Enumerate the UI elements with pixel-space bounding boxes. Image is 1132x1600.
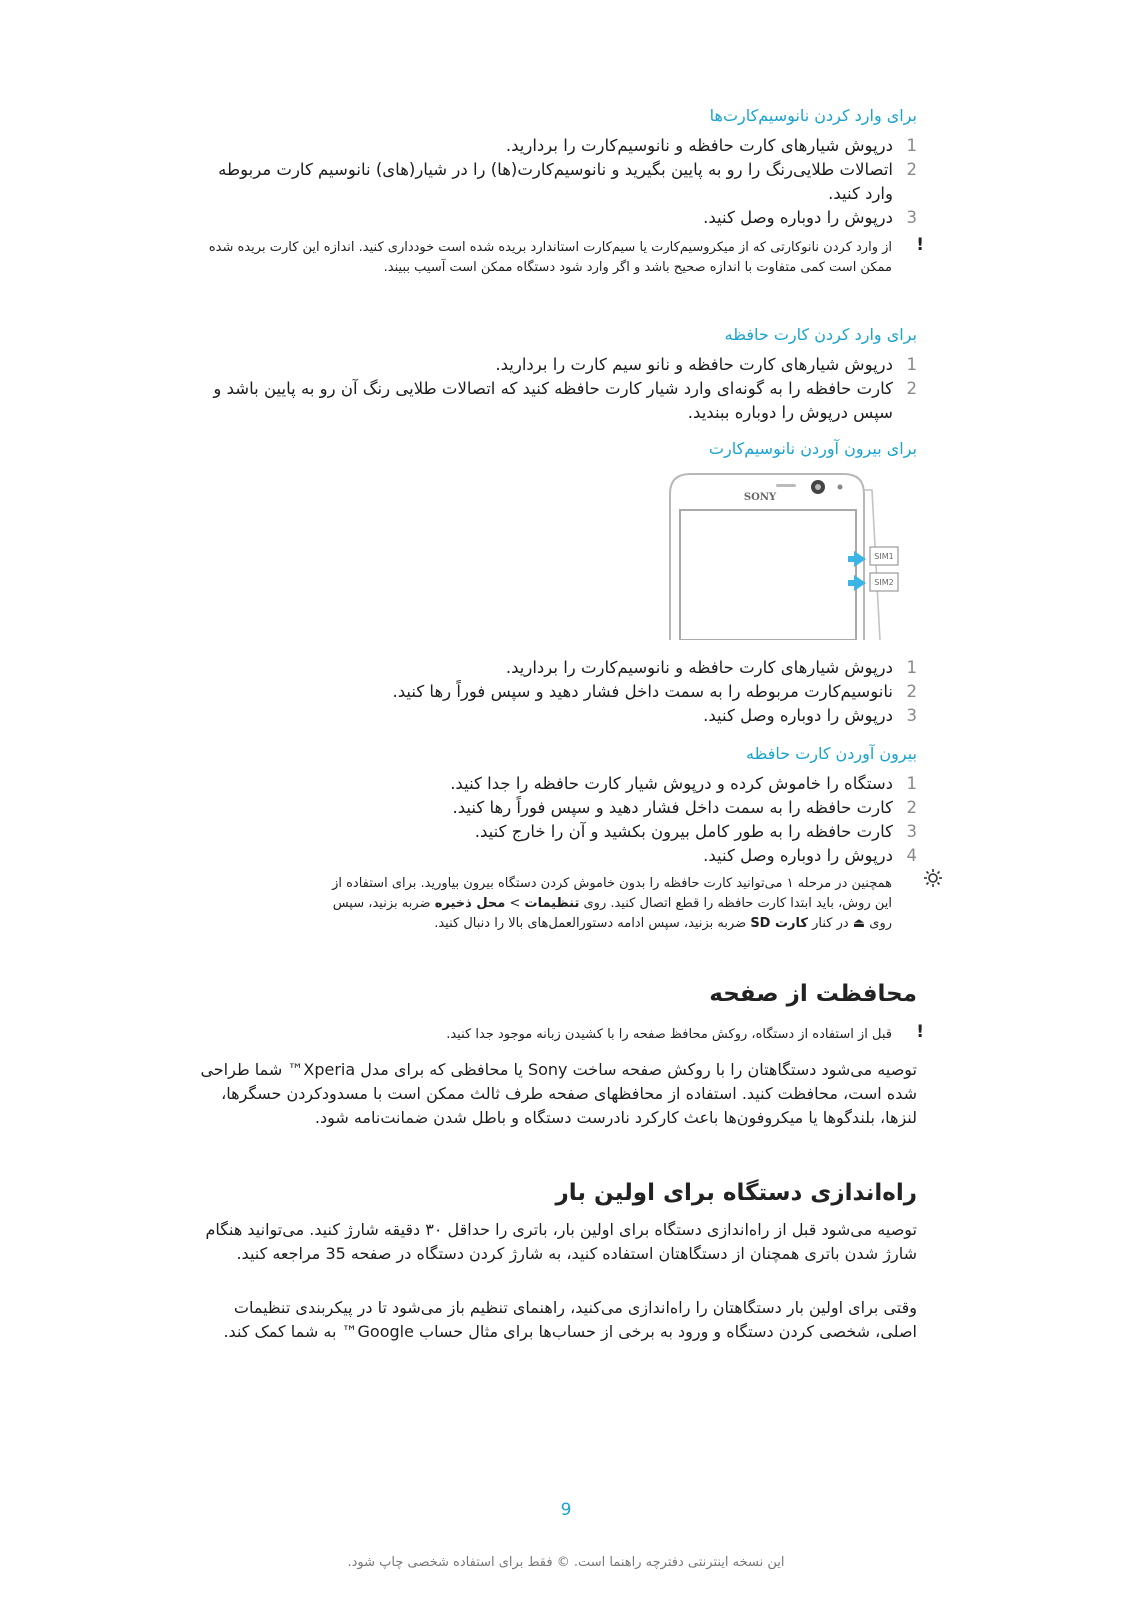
- section-heading-insert-nano-sim: برای وارد کردن نانوسیم‌کارت‌ها: [709, 106, 917, 125]
- phone-screen: [680, 510, 856, 640]
- warning-note-nano-sim: از وارد کردن نانوکارتی که از میکروسیم‌کارت یا سیم‌کارت استاندارد بریده شده است خودداری کنید. اندازه این کارت بریده شده ممکن است کمی متفاوت با اندازه صحیح باشد و اگر وارد شود دستگاه ممکن است آسیب ببیند.: [208, 240, 892, 275]
- sensor-icon: [838, 485, 843, 490]
- storage-term: محل ذخیره: [434, 896, 506, 911]
- paragraph-first-startup-wizard: وقتی برای اولین بار دستگاهتان را راه‌اندازی می‌کنید، راهنمای تنظیم باز می‌شود تا در پیکربندی تنظیمات اصلی، شخصی کردن دستگاه و ورود به برخی از حساب‌ها برای مثال حساب Google™ به شما کمک کند.: [223, 1298, 917, 1341]
- earpiece-icon: [776, 484, 796, 487]
- step-text: کارت حافظه را به طور کامل بیرون بکشید و آن را خارج کنید.: [474, 822, 893, 841]
- sd-card-term: کارت SD: [750, 916, 808, 931]
- section-heading-remove-memory-card: بیرون آوردن کارت حافظه: [745, 744, 917, 763]
- paragraph-screen-protection: توصیه می‌شود دستگاهتان را با روکش صفحه ساخت Sony یا محافظی که برای مدل Xperia™ شما طراحی شده است، محافظت کنید. استفاده از محافظهای صفحه طرف ثالث ممکن است با مسدودکردن حسگرها، لنزها، بلندگوها یا میکروفون‌ها باعث کارکرد نادرست دستگاه و باطل شدن ضمانت‌نامه شود.: [200, 1060, 917, 1127]
- step-item: [197, 134, 917, 158]
- step-item: [197, 158, 917, 206]
- tip-line: روی ⏏ در کنار کارت SD ضربه بزنید، سپس ادامه دستورالعمل‌های بالا را دنبال کنید.: [434, 916, 892, 931]
- step-number: 1: [906, 658, 917, 677]
- step-number: 2: [906, 682, 917, 701]
- phone-brand-logo: SONY: [743, 492, 777, 503]
- step-number: 2: [906, 379, 917, 398]
- settings-term: تنظیمات: [524, 896, 580, 911]
- step-number: 2: [906, 160, 917, 179]
- step-item: [197, 704, 917, 728]
- steps-insert-nano-sim: [197, 134, 917, 230]
- step-number: 4: [906, 846, 917, 865]
- step-item: [197, 377, 917, 425]
- step-number: 1: [906, 774, 917, 793]
- eject-icon: ⏏: [852, 916, 866, 931]
- heading-first-startup: راه‌اندازی دستگاه برای اولین بار: [555, 1180, 917, 1206]
- paragraph-first-startup-charge: توصیه می‌شود قبل از راه‌اندازی دستگاه برای اولین بار، باتری را حداقل ۳۰ دقیقه شارژ کنید. می‌توانید هنگام شارژ شدن باتری همچنان از دستگاهتان استفاده کنید، به شارژ کردن دستگاه در صفحه 35 مراجعه کنید.: [205, 1220, 917, 1263]
- step-number: 1: [906, 136, 917, 155]
- footer-note: این نسخه اینترنتی دفترچه راهنما است. © فقط برای استفاده شخصی چاپ شود.: [347, 1555, 785, 1570]
- tip-line: همچنین در مرحله ۱ می‌توانید کارت حافظه را بدون خاموش کردن دستگاه بیرون بیاورید. برای استفاده از: [332, 876, 892, 891]
- step-text: دستگاه را خاموش کرده و درپوش شیار کارت حافظه را جدا کنید.: [450, 774, 893, 793]
- step-text: نانوسیم‌کارت مربوطه را به سمت داخل فشار دهید و سپس فوراً رها کنید.: [392, 682, 893, 701]
- steps-remove-memory-card: [197, 772, 917, 868]
- step-item: [197, 206, 917, 230]
- step-text: اتصالات طلایی‌رنگ را رو به پایین بگیرید و نانوسیم‌کارت(ها) را در شیار(های) نانوسیم کارت مربوطه وارد کنید.: [218, 160, 893, 203]
- step-item: [197, 656, 917, 680]
- step-item: [197, 820, 917, 844]
- step-item: [197, 353, 917, 377]
- step-item: [197, 772, 917, 796]
- step-number: 2: [906, 798, 917, 817]
- step-number: 3: [906, 208, 917, 227]
- steps-remove-nano-sim: [197, 656, 917, 728]
- steps-insert-memory-card: [197, 353, 917, 425]
- step-text: درپوش را دوباره وصل کنید.: [703, 208, 893, 227]
- step-text: درپوش شیارهای کارت حافظه و نانوسیم‌کارت را بردارید.: [505, 136, 893, 155]
- step-text: درپوش شیارهای کارت حافظه و نانو سیم کارت را بردارید.: [495, 355, 893, 374]
- warning-icon: !: [916, 1022, 924, 1042]
- section-heading-insert-memory-card: برای وارد کردن کارت حافظه: [724, 325, 917, 344]
- warning-note-screen-protector: قبل از استفاده از دستگاه، روکش محافظ صفحه را با کشیدن زبانه موجود جدا کنید.: [446, 1027, 892, 1042]
- step-number: 3: [906, 706, 917, 725]
- step-text: کارت حافظه را به گونه‌ای وارد شیار کارت حافظه کنید که اتصالات طلایی رنگ آن رو به پایین باشد و سپس درپوش را دوباره ببندید.: [213, 379, 893, 422]
- tip-line: این روش، باید ابتدا کارت حافظه را قطع اتصال کنید. روی تنظیمات > محل ذخیره ضربه بزنید، سپس: [332, 896, 892, 911]
- phone-illustration: [668, 470, 918, 640]
- warning-icon: !: [916, 235, 924, 255]
- step-item: [197, 680, 917, 704]
- tip-note-memory-card: [192, 874, 892, 934]
- tip-lightbulb-icon: [923, 868, 943, 888]
- sim2-label: SIM2: [874, 578, 894, 587]
- step-number: 1: [906, 355, 917, 374]
- section-heading-remove-nano-sim: برای بیرون آوردن نانوسیم‌کارت: [708, 439, 917, 458]
- step-text: درپوش شیارهای کارت حافظه و نانوسیم‌کارت را بردارید.: [505, 658, 893, 677]
- step-text: درپوش را دوباره وصل کنید.: [703, 846, 893, 865]
- step-text: درپوش را دوباره وصل کنید.: [703, 706, 893, 725]
- sim1-label: SIM1: [874, 552, 894, 561]
- step-text: کارت حافظه را به سمت داخل فشار دهید و سپس فوراً رها کنید.: [452, 798, 893, 817]
- step-item: [197, 796, 917, 820]
- page-number: 9: [560, 1500, 572, 1520]
- heading-screen-protection: محافظت از صفحه: [709, 981, 917, 1007]
- step-item: [197, 844, 917, 868]
- step-number: 3: [906, 822, 917, 841]
